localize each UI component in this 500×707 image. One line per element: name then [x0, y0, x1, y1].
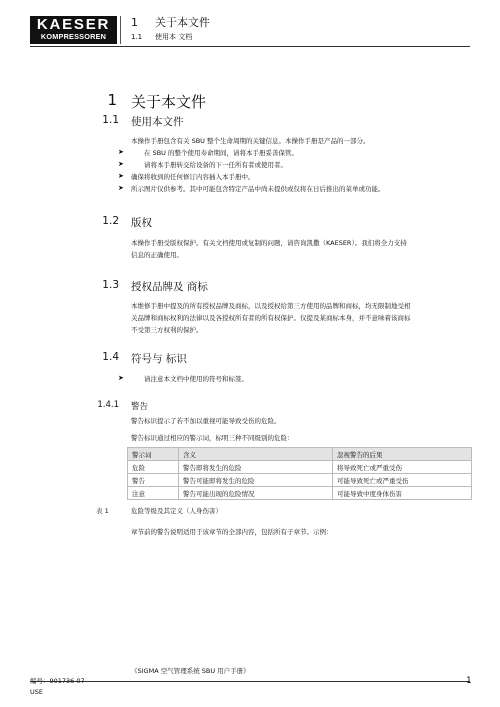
logo-line2: KOMPRESSOREN: [40, 32, 107, 41]
table-cell: 注意: [128, 487, 179, 500]
header-section-number: 1.1: [131, 33, 143, 41]
paragraph: 不受第三方权利的保护。: [131, 326, 203, 334]
footer-language: USE: [30, 688, 43, 696]
section-title: 版权: [131, 217, 152, 229]
bullet-text: 确保将收到的任何修订内容插入本手册中。: [131, 173, 255, 181]
table-cell: 警告可能即将发生的危险: [179, 474, 333, 487]
paragraph: 本操作手册受版权保护。有关文档使用或复制的问题，请咨询凯撒（KAESER）。我们将全力支持: [131, 239, 407, 247]
bullet-text: 所示图片仅供参考。其中可能包含特定产品中尚未提供或仅将在日后推出的菜单或功能。: [131, 185, 385, 193]
table-cell: 可能导致死亡或严重受伤: [333, 474, 472, 487]
header-chapter-number: 1: [131, 16, 138, 29]
header-separator: [120, 16, 121, 44]
logo-line1: KAESER: [36, 16, 111, 33]
paragraph: 章节前的警告说明适用于该章节的全部内容，包括所有子章节。示例：: [131, 528, 333, 536]
signal-word-table: [127, 447, 472, 500]
section-heading-1-2: [102, 215, 152, 230]
bullet-text: 在 SBU 的整个使用寿命期间，请将本手册妥善保管。: [144, 149, 298, 157]
footer-rule: [30, 681, 470, 682]
section-heading-1-3: [102, 279, 208, 294]
table-cell: 警告可能出现的危险情况: [179, 487, 333, 500]
section-title: 警告: [131, 402, 149, 412]
section-title: 符号与 标识: [131, 353, 187, 365]
bullet-text: 请将本手册转交给设备的下一任所有者或使用者。: [144, 161, 287, 169]
arrow-bullet-icon: ➤: [118, 172, 124, 180]
arrow-bullet-icon: ➤: [118, 148, 124, 156]
table-caption-number: 表 1: [96, 507, 109, 515]
table-header-cell: 含义: [179, 448, 333, 461]
paragraph: 警告标识提示了若不加以重视可能导致受伤的危险。: [131, 417, 281, 425]
section-number: 1.2: [102, 215, 119, 227]
kaeser-logo: [30, 16, 117, 44]
section-heading-1-4: [102, 351, 187, 366]
table-header-cell: 警示词: [128, 448, 179, 461]
table-cell: 可能导致中度身体伤害: [333, 487, 472, 500]
paragraph: 信息的正确使用。: [131, 251, 183, 259]
arrow-bullet-icon: ➤: [118, 184, 124, 192]
section-number: 1.4.1: [97, 400, 119, 410]
chapter-title: 关于本文件: [131, 93, 207, 111]
header-section: [131, 32, 192, 42]
header-section-title: 使用本 文档: [155, 33, 193, 41]
section-number: 1.1: [102, 114, 119, 126]
footer-document-title: 《SIGMA 空气管理系统 SBU 用户手册》: [131, 667, 250, 675]
paragraph: 本操作手册包含有关 SBU 整个生命周期的关键信息。本操作手册是产品的一部分。: [131, 137, 370, 145]
chapter-heading: [107, 91, 207, 112]
header-chapter-title: 关于本文件: [155, 16, 210, 29]
section-heading-1-4-1: [97, 400, 149, 412]
section-number: 1.4: [102, 351, 119, 363]
footer-document-code: 编号：901736 07: [30, 677, 85, 685]
section-title: 使用本文件: [131, 116, 184, 128]
header-rule: [30, 46, 470, 47]
arrow-bullet-icon: ➤: [118, 374, 124, 382]
table-row: [128, 461, 472, 474]
table-cell: 警告即将发生的危险: [179, 461, 333, 474]
chapter-number: 1: [107, 91, 117, 109]
table-row: [128, 487, 472, 500]
table-row: [128, 474, 472, 487]
table-cell: 将导致死亡或严重受伤: [333, 461, 472, 474]
bullet-text: 请注意本文档中使用的符号和标签。: [144, 375, 248, 383]
section-number: 1.3: [102, 279, 119, 291]
header-chapter: [131, 14, 210, 30]
paragraph: 警告标识通过相应的警示词，标明三种不同级别的危险：: [131, 434, 294, 442]
section-title: 授权品牌及 商标: [131, 281, 208, 293]
table-cell: 危险: [128, 461, 179, 474]
paragraph: 关品牌和商标权利的法律以及各授权所有者的所有权保护。仅提及某商标本身，并不意味着该商标: [131, 314, 411, 322]
paragraph: 本维修手册中提及的所有授权品牌及商标，以及授权给第三方使用的品牌和商标，均无限制地受相: [131, 302, 411, 310]
table-header-row: [128, 448, 472, 461]
page-number: 1: [466, 676, 472, 686]
table-header-cell: 忽视警告的后果: [333, 448, 472, 461]
arrow-bullet-icon: ➤: [118, 160, 124, 168]
table-cell: 警告: [128, 474, 179, 487]
section-heading-1-1: [102, 114, 184, 129]
table-caption: 危险等级及其定义（人身伤害）: [131, 507, 222, 515]
